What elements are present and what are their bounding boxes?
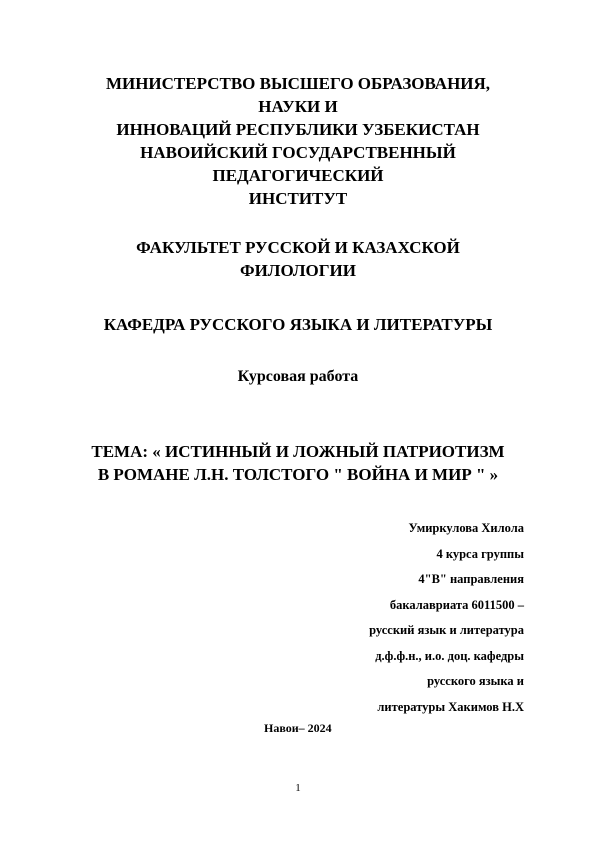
work-type-label: Курсовая работа: [237, 368, 359, 385]
author-info: [224, 516, 524, 720]
author-line: русский язык и литература: [369, 623, 524, 637]
topic-line: В РОМАНЕ Л.Н. ТОЛСТОГО " ВОЙНА И МИР " »: [97, 465, 499, 484]
author-line: бакалавриата 6011500 –: [389, 597, 524, 612]
author-line: литературы Хакимов Н.Х: [377, 699, 524, 714]
page-number: 1: [295, 782, 301, 794]
header-line: МИНИСТЕРСТВО ВЫСШЕГО ОБРАЗОВАНИЯ,: [105, 74, 491, 93]
faculty-line: ФИЛОЛОГИИ: [239, 261, 357, 280]
faculty-line: ФАКУЛЬТЕТ РУССКОЙ И КАЗАХСКОЙ: [136, 238, 460, 257]
topic-title: [40, 440, 556, 486]
author-line: Умиркулова Хилола: [408, 521, 524, 535]
author-line: д.ф.ф.н., и.о. доц. кафедры: [375, 648, 524, 663]
header-line: ИННОВАЦИЙ РЕСПУБЛИКИ УЗБЕКИСТАН: [116, 120, 480, 139]
author-line: русского языка и: [427, 674, 524, 688]
author-line: 4 курса группы: [436, 546, 524, 561]
header-line: ПЕДАГОГИЧЕСКИЙ: [212, 166, 384, 185]
city-year: Навои– 2024: [264, 721, 332, 735]
department-heading: КАФЕДРА РУССКОГО ЯЗЫКА И ЛИТЕРАТУРЫ: [103, 315, 493, 334]
header-line: ИНСТИТУТ: [248, 189, 348, 208]
header-line: НАВОИЙСКИЙ ГОСУДАРСТВЕННЫЙ: [140, 143, 456, 162]
author-line: 4"В" направления: [418, 572, 524, 586]
topic-line: ТЕМА: « ИСТИННЫЙ И ЛОЖНЫЙ ПАТРИОТИЗМ: [91, 442, 505, 461]
ministry-header: [40, 72, 556, 210]
header-line: НАУКИ И: [258, 97, 338, 116]
faculty-heading: [40, 236, 556, 282]
